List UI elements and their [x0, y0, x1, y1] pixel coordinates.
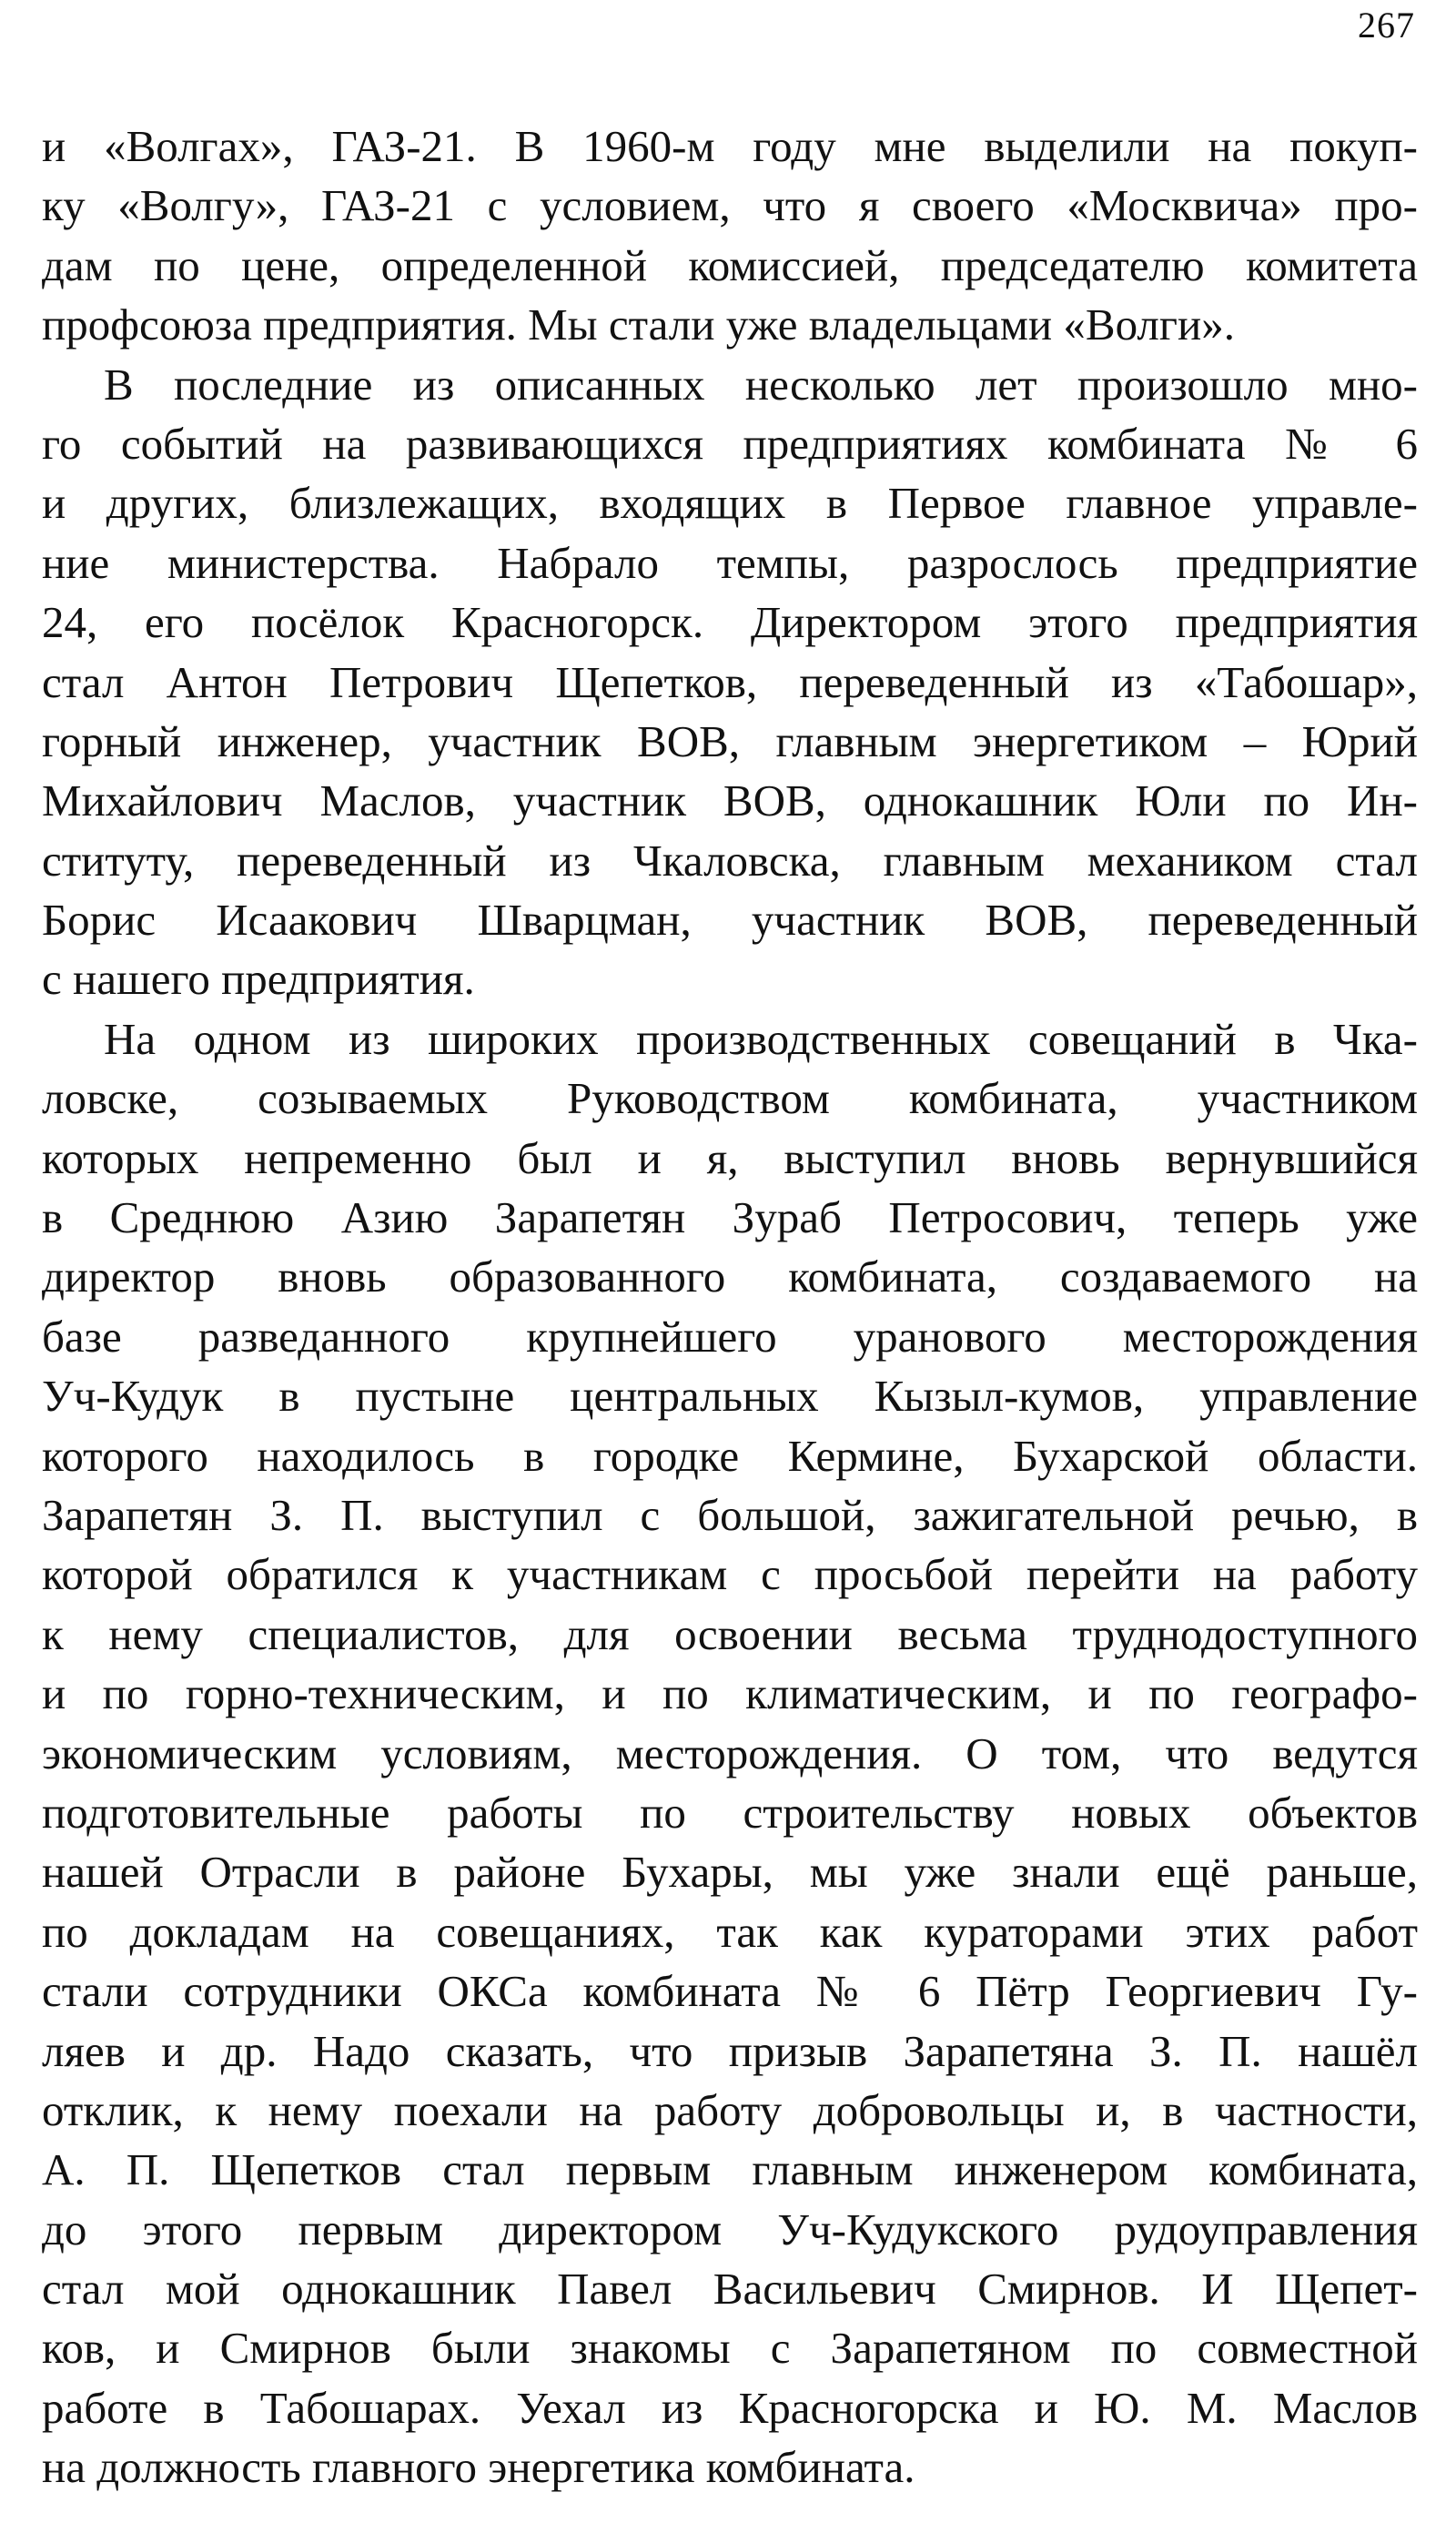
text-line: В последние из описанных несколько лет произошло мно- [104, 359, 1418, 410]
text-line: Борис Исаакович Шварцман, участник ВОВ, переведенный [42, 895, 1418, 946]
text-line: в Среднюю Азию Зарапетян Зураб Петросович, теперь уже [42, 1192, 1418, 1243]
paragraph [42, 355, 1418, 1009]
text-line: ков, и Смирнов были знакомы с Зарапетяном по совместной [42, 2323, 1418, 2374]
text-line: 24, его посёлок Красногорск. Директором этого предприятия [42, 597, 1418, 648]
text-line: подготовительные работы по строительству новых объектов [42, 1787, 1418, 1838]
text-line: которой обратился к участникам с просьбой перейти на работу [42, 1549, 1418, 1600]
text-line: к нему специалистов, для освоении весьма труднодоступного [42, 1608, 1418, 1659]
paragraph [42, 117, 1418, 355]
page-number: 267 [1358, 5, 1415, 46]
text-line: На одном из широких производственных совещаний в Чка- [104, 1013, 1418, 1064]
text-line: Михайлович Маслов, участник ВОВ, однокашник Юли по Ин- [42, 775, 1418, 826]
text-line: базе разведанного крупнейшего уранового месторождения [42, 1311, 1418, 1362]
text-line: которого находилось в городке Кермине, Бухарской области. [42, 1430, 1418, 1481]
text-line: стал Антон Петрович Щепетков, переведенный из «Табошар», [42, 656, 1418, 707]
text-line: ляев и др. Надо сказать, что призыв Зарапетяна З. П. нашёл [42, 2025, 1418, 2076]
text-line: которых непременно был и я, выступил вновь вернувшийся [42, 1132, 1418, 1183]
text-line: Зарапетян З. П. выступил с большой, зажигательной речью, в [42, 1489, 1418, 1540]
text-line: работе в Табошарах. Уехал из Красногорска и Ю. М. Маслов [42, 2382, 1418, 2433]
text-line: экономическим условиям, месторождения. О том, что ведутся [42, 1728, 1418, 1778]
text-line: дам по цене, определенной комиссией, председателю комитета [42, 239, 1418, 290]
text-line: ние министерства. Набрало темпы, разрослось предприятие [42, 537, 1418, 588]
text-line: директор вновь образованного комбината, создаваемого на [42, 1251, 1418, 1302]
text-line: горный инженер, участник ВОВ, главным энергетиком – Юрий [42, 715, 1418, 766]
text-line: ку «Волгу», ГАЗ-21 с условием, что я своего «Москвича» про- [42, 180, 1418, 231]
text-line: до этого первым директором Уч-Кудукского рудоуправления [42, 2204, 1418, 2254]
text-line: и других, близлежащих, входящих в Первое главное управле- [42, 478, 1418, 529]
text-line: нашей Отрасли в районе Бухары, мы уже знали ещё раньше, [42, 1847, 1418, 1898]
text-line: ституту, переведенный из Чкаловска, главным механиком стал [42, 835, 1418, 886]
text-line: го событий на развивающихся предприятиях комбината № 6 [42, 418, 1418, 469]
text-line: по докладам на совещаниях, так как кураторами этих работ [42, 1906, 1418, 1957]
text-line: стал мой однокашник Павел Васильевич Смирнов. И Щепет- [42, 2264, 1418, 2315]
text-line: профсоюза предприятия. Мы стали уже владельцами «Волги». [42, 299, 1235, 350]
text-line: А. П. Щепетков стал первым главным инженером комбината, [42, 2144, 1418, 2195]
text-line: Уч-Кудук в пустыне центральных Кызыл-кумов, управление [42, 1371, 1418, 1422]
text-line: и «Волгах», ГАЗ-21. В 1960-м году мне выделили на покуп- [42, 121, 1418, 171]
body-text [42, 117, 1418, 2498]
text-line: с нашего предприятия. [42, 954, 475, 1005]
text-line: на должность главного энергетика комбината. [42, 2442, 915, 2493]
text-line: и по горно-техническим, и по климатическим, и по географо- [42, 1668, 1418, 1719]
paragraph [42, 1009, 1418, 2498]
text-line: отклик, к нему поехали на работу добровольцы и, в частности, [42, 2084, 1418, 2135]
text-line: ловске, созываемых Руководством комбината, участником [42, 1073, 1418, 1124]
text-line: стали сотрудники ОКСа комбината № 6 Пётр Георгиевич Гу- [42, 1966, 1418, 2017]
